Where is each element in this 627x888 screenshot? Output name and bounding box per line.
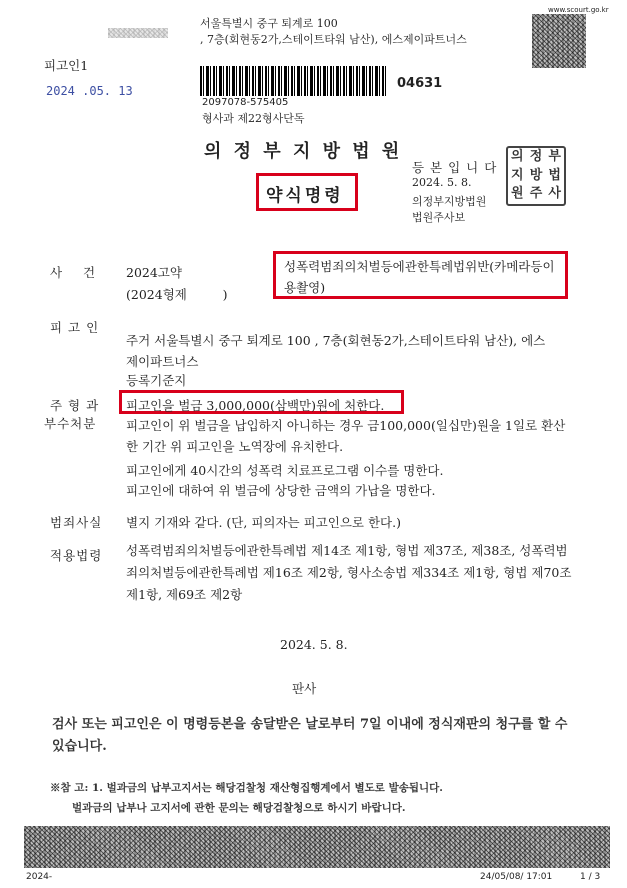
top-noise-strip xyxy=(108,28,168,38)
address-line-2: , 7층(회현동2가,스테이트타워 남산), 에스제이파트너스 xyxy=(200,33,467,46)
bottom-security-pattern xyxy=(24,826,610,868)
reference-line-2: 벌과금의 납부나 고지서에 관한 문의는 해당검찰청으로 하시기 바랍니다. xyxy=(72,802,406,814)
registration-base: 등록기준지 xyxy=(126,373,187,388)
court-name: 의 정 부 지 방 법 원 xyxy=(204,141,403,162)
barcode xyxy=(200,66,386,96)
sentence-line-2: 피고인이 위 벌금을 납입하지 아니하는 경우 금100,000(일십만)원을 1일로 환산한 기간 위 피고인을 노역장에 유치한다. xyxy=(126,418,566,454)
laws-label: 적용법령 xyxy=(50,548,103,563)
qr-code xyxy=(532,14,586,68)
postal-code: 04631 xyxy=(397,76,443,91)
defendant-address: 주거 서울특별시 중구 퇴계로 100 , 7층(회현동2가,스테이트타워 남산), 에스제이파트너스 xyxy=(126,333,546,369)
facts-text: 별지 기재와 같다. (단, 피의자는 피고인으로 한다.) xyxy=(126,515,401,530)
sentence-label-1: 주 형 과 xyxy=(50,398,100,413)
barcode-number: 2097078-575405 xyxy=(202,97,289,108)
seal-char: 주 xyxy=(529,186,543,202)
case-label: 사 건 xyxy=(50,265,97,280)
footer-left: 2024- xyxy=(26,872,53,882)
defendant-label: 피 고 인 xyxy=(50,320,100,335)
charge-text: 성폭력범죄의처벌등에관한특례법위반(카메라등이용촬영) xyxy=(284,259,555,295)
certified-court: 의정부지방법원 xyxy=(412,195,487,208)
seal-char: 의 xyxy=(511,149,524,164)
seal-char: 정 xyxy=(529,149,543,164)
judge-label: 판사 xyxy=(292,681,317,696)
certified-date: 2024. 5. 8. xyxy=(412,176,472,189)
sentence-line-1: 피고인을 벌금 3,000,000(삼백만)원에 처한다. xyxy=(126,398,385,413)
seal-char: 방 xyxy=(529,167,543,183)
footer-timestamp: 24/05/08/ 17:01 xyxy=(480,872,553,882)
case-sub-number: (2024형제 ) xyxy=(126,287,228,302)
seal-char: 원 xyxy=(511,186,524,202)
case-number: 2024고약 xyxy=(126,265,182,280)
certified-copy-text: 등 본 입 니 다 xyxy=(412,160,498,175)
seal-char: 부 xyxy=(548,149,561,164)
seal-char: 사 xyxy=(548,186,561,202)
appeal-notice: 검사 또는 피고인은 이 명령등본을 송달받은 날로부터 7일 이내에 정식재판의 청구를 할 수 있습니다. xyxy=(52,717,568,754)
website-text: www.scourt.go.kr xyxy=(548,6,609,14)
sentence-line-3: 피고인에게 40시간의 성폭력 치료프로그램 이수를 명한다. xyxy=(126,463,444,478)
order-date: 2024. 5. 8. xyxy=(280,637,348,652)
defendant-tag: 피고인1 xyxy=(44,58,89,73)
seal-char: 지 xyxy=(511,167,524,183)
address-line-1: 서울특별시 중구 퇴계로 100 xyxy=(200,17,338,30)
footer-page: 1 / 3 xyxy=(580,872,601,882)
seal-char: 법 xyxy=(548,167,561,183)
department: 형사과 제22형사단독 xyxy=(202,112,305,125)
court-seal xyxy=(506,146,566,206)
facts-label: 범죄사실 xyxy=(50,515,103,530)
sentence-label-2: 부수처분 xyxy=(44,416,97,431)
laws-text: 성폭력범죄의처벌등에관한특례법 제14조 제1항, 형법 제37조, 제38조, 성폭력범죄의처벌등에관한특례법 제16조 제2항, 형사소송법 제334조 제1항, 형법 제70조 제1항, 제69조 제2항 xyxy=(126,543,572,602)
received-date-stamp: 2024 .05. 13 xyxy=(46,84,133,98)
certified-clerk: 법원주사보 xyxy=(412,211,466,224)
document-title: 약식명령 xyxy=(266,186,344,206)
sentence-line-4: 피고인에 대하여 위 벌금에 상당한 금액의 가납을 명한다. xyxy=(126,483,436,498)
reference-line-1: ※참 고: 1. 벌과금의 납부고지서는 해당검찰청 재산형집행계에서 별도로 발송됩니다. xyxy=(50,782,443,794)
